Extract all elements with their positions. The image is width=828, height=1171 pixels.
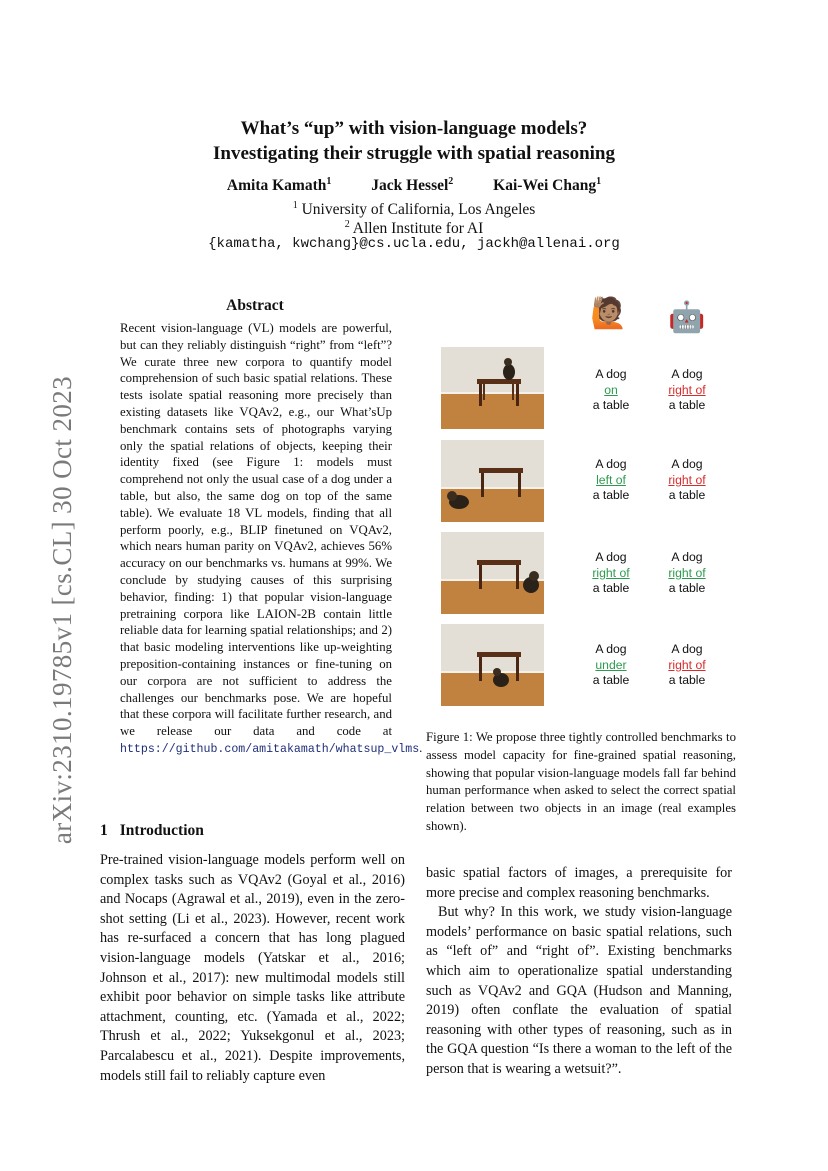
author-name: Amita Kamath$^1$ [226,176,332,195]
affiliation-2: $^2$ Allen Institute for AI [344,219,484,238]
author-list [0,176,828,195]
model-label-row-1: A dog right of a table [668,367,706,412]
model-label-row-4: A dog right of a table [668,642,706,687]
intro-right-column [426,864,732,1080]
dog-left-of-table-photo [441,440,544,522]
human-label-row-4: A dog under a table [592,642,630,687]
code-link[interactable]: https://github.com/amitakamath/whatsup_vlms [120,742,420,756]
abstract-text: Recent vision-language (VL) models are powerful, but can they reliably distinguish “right” from “left”? We curate three new corpora to quantify model comprehension of such basic spatial relations. These tests isolate spatial reasoning more precisely than existing datasets like VQAv2, e.g., our What’sUp benchmark contains sets of photographs varying only the spatial relations of objects, keeping their identity fixed (see Figure 1: models must comprehend not only the usual case of a dog under a table, but also, the same dog on top of the same table). We evaluate 18 VL models, finding that all perform poorly, e.g., BLIP finetuned on VQAv2, which nears human parity on VQAv2, achieves 56% accuracy on our benchmarks vs. humans at 99%. We conclude by studying causes of this surprising behavior, finding: 1) that popular vision-language pretraining corpora like LAION-2B contain little reliable data for learning spatial relationships; and 2) that basic modeling interventions like up-weighting preposition-containing instances or fine-tuning on our corpora are not sufficient to address the challenges our benchmarks pose. We are hopeful that these corpora will facilitate further research, and we release our data and code at [120,321,392,739]
human-label-row-2: A dog left of a table [592,457,630,502]
model-label-row-3: A dog right of a table [668,550,706,595]
intro-paragraph-2: But why? In this work, we study vision-language models’ performance on basic spatial relations, such as “left of” and “right of”. Existing benchmarks which aim to operationalize spatial understanding such as VQAv2 and GQA (Hudson and Manning, 2019) often conflate the evaluation of spatial reasoning with other types of reasoning, such as in the GQA question “Is there a woman to the left of the person that is wearing a wetsuit?”. [426,904,732,1077]
dog-right-of-table-photo [441,532,544,614]
author-name: Kai-Wei Chang$^1$ [493,176,602,195]
figure-caption: Figure 1: We propose three tightly controlled benchmarks to assess model capacity for fine-grained spatial reasoning, showing that popular vision-language models fall far behind human performance when asked to select the correct spatial relation between two objects in an image (real examples shown). [426,730,736,833]
abstract-body: Recent vision-language (VL) models are powerful, but can they reliably distinguish “right” from “left”? We curate three new corpora to quantify model comprehension of such basic spatial relations. These tests isolate spatial reasoning more precisely than existing datasets like VQAv2, e.g., our What’sUp benchmark contains sets of photographs varying only the spatial relations of objects, keeping their identity fixed (see Figure 1: models must comprehend not only the usual case of a dog under a table, but also, the same dog on top of the same table). We evaluate 18 VL models, finding that all perform poorly, e.g., BLIP finetuned on VQAv2, which nears human parity on VQAv2, achieves 56% accuracy on our benchmarks vs. humans at 99%. We conclude by studying causes of this surprising behavior, finding: 1) that popular vision-language pretraining corpora like LAION-2B contain little reliable data for learning spatial relationships; and 2) that basic modeling interventions like up-weighting preposition-containing instances or fine-tuning on our corpora are not sufficient to address the challenges our benchmarks pose. We are hopeful that these corpora will facilitate further research, and we release our data and code at https://github.com/amitakamath/whatsup_vlms. [120,321,423,756]
intro-left-column: Pre-trained vision-language models perform well on complex tasks such as VQAv2 (Goyal et al., 2016) and Nocaps (Agrawal et al., 2019), even in the zero-shot setting (Li et al., 2023). However, recent work has re-surfaced a concern that has long plagued vision-language models (Yatskar et al., 2016; Johnson et al., 2017): new multimodal models still exhibit poor behavior on simple tasks like attribute attachment, counting, etc. (Yamada et al., 2022; Thrush et al., 2022; Yuksekgonul et al., 2023; Parcalabescu et al., 2021). Despite improvements, models still fail to reliably capture even [100,852,405,1084]
section-title: Introduction [119,822,204,839]
intro-paragraph-1: basic spatial factors of images, a prerequisite for more precise and complex reasoning benchmarks. [426,865,732,901]
model-label-row-2: A dog right of a table [668,457,706,502]
section-heading [100,822,216,840]
dog-on-table-photo [441,347,544,429]
dog-under-table-photo [441,624,544,706]
paper-title-line-1: What’s “up” with vision-language models? [240,118,588,139]
author-emails: {kamatha, kwchang}@cs.ucla.edu, jackh@allenai.org [208,236,620,252]
abstract-heading: Abstract [226,297,284,314]
person-raising-hand-icon: 🙋🏽 [590,297,628,330]
human-label-row-3: A dog right of a table [592,550,630,595]
section-number: 1 [100,822,108,839]
affiliation-1: $^1$ University of California, Los Angeles [292,200,536,219]
paper-title-line-2: Investigating their struggle with spatial reasoning [212,143,615,164]
arxiv-sidebar [18,360,77,860]
arxiv-id: arXiv:2310.19785v1 [cs.CL] 30 Oct 2023 [47,375,77,845]
author-name: Jack Hessel$^2$ [371,176,454,195]
human-label-row-1: A dog on a table [592,367,630,412]
robot-icon: 🤖 [668,301,706,334]
